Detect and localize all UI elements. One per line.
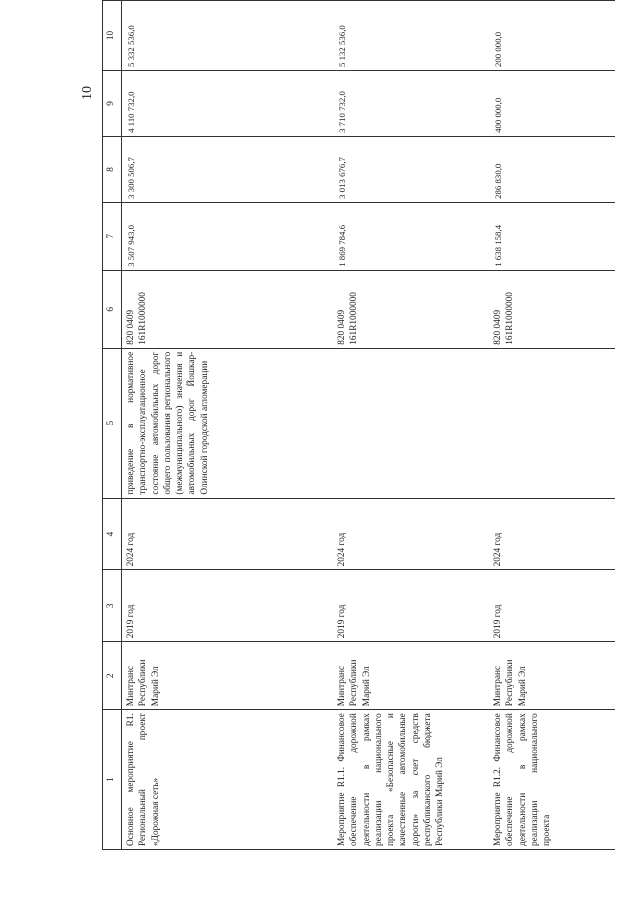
header-row: [103, 1, 122, 850]
amount-cell: 286 830,0: [489, 136, 615, 202]
budget-code: 820 0409 161R1000000: [333, 270, 489, 348]
header-cell: 9: [103, 70, 122, 136]
header-cell: 4: [103, 498, 122, 570]
table-row: [122, 1, 334, 850]
table-row: [333, 1, 489, 850]
header-cell: 8: [103, 136, 122, 202]
table-row: [489, 1, 615, 850]
start-year: 2019 год: [333, 570, 489, 642]
executor: Минтранс Республики Марий Эл: [333, 642, 489, 710]
amount-cell: 1 638 158,4: [489, 202, 615, 270]
header-cell: 7: [103, 202, 122, 270]
amount-cell: 200 000,0: [489, 1, 615, 71]
amount-cell: 5 332 536,0: [122, 1, 334, 71]
executor: Минтранс Республики Марий Эл: [489, 642, 615, 710]
amount-cell: 3 300 506,7: [122, 136, 334, 202]
end-year: 2024 год: [333, 498, 489, 570]
amount-cell: 5 132 536,0: [333, 1, 489, 71]
executor: Минтранс Республики Марий Эл: [122, 642, 334, 710]
header-cell: 10: [103, 1, 122, 71]
header-cell: 5: [103, 348, 122, 498]
header-cell: 1: [103, 710, 122, 850]
budget-code: 820 0409 161R1000000: [489, 270, 615, 348]
amount-cell: 3 507 943,0: [122, 202, 334, 270]
end-year: 2024 год: [122, 498, 334, 570]
expected-result: [489, 348, 615, 498]
expected-result: [333, 348, 489, 498]
amount-cell: 3 013 676,7: [333, 136, 489, 202]
start-year: 2019 год: [122, 570, 334, 642]
expected-result: приведение в нормативное транспортно-эксплуатационное состояние автомобильных дорог общего пользования регионального (межмуниципального) значения и автомобильных дорог Йошкар-Олинской городской агломерации: [122, 348, 334, 498]
header-cell: 3: [103, 570, 122, 642]
budget-code: 820 0409 161R1000000: [122, 270, 334, 348]
end-year: 2024 год: [489, 498, 615, 570]
measure-name: Мероприятие R1.1. Финансовое обеспечение дорожной деятельности в рамках реализации национального проекта «Безопасные и качественные автомобильные дороги» за счет средств республиканского бюджета Республики Марий Эл: [333, 710, 489, 850]
amount-cell: 3 710 732,0: [333, 70, 489, 136]
measure-name: Основное мероприятие R1. Региональный проект «Дорожная сеть»: [122, 710, 334, 850]
measure-name: Мероприятие R1.2. Финансовое обеспечение дорожной деятельности в рамках реализации национального проекта: [489, 710, 615, 850]
header-cell: 6: [103, 270, 122, 348]
budget-table: [102, 0, 615, 850]
header-cell: 2: [103, 642, 122, 710]
page-number: 10: [80, 86, 95, 100]
amount-cell: 1 869 784,6: [333, 202, 489, 270]
amount-cell: 400 000,0: [489, 70, 615, 136]
start-year: 2019 год: [489, 570, 615, 642]
amount-cell: 4 110 732,0: [122, 70, 334, 136]
